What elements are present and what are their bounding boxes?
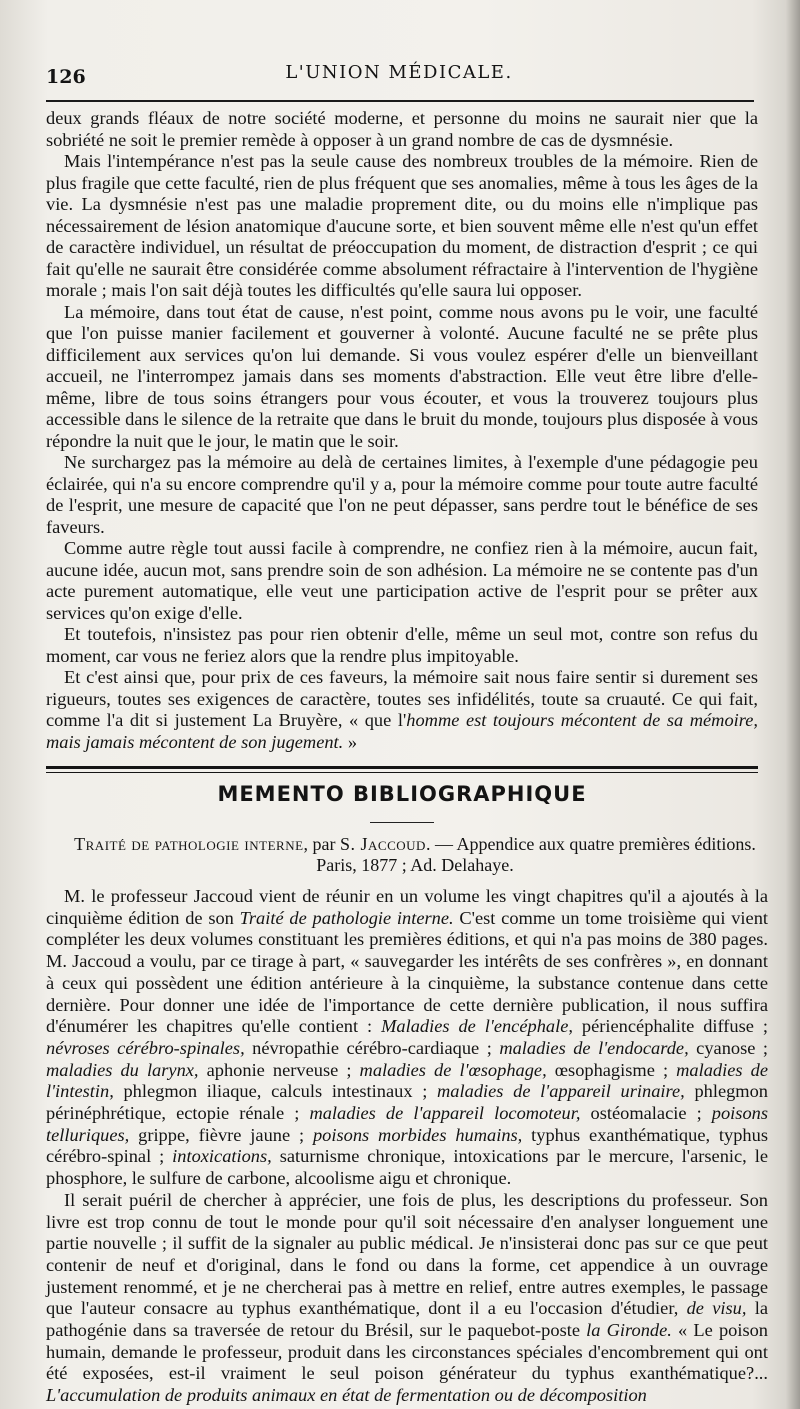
italic-run: Traité de pathologie interne. [239, 907, 454, 928]
text-run: phlegmon iliaque, calculs intestinaux ; [113, 1081, 438, 1102]
paragraph: La mémoire, dans tout état de cause, n'est point, comme nous avons pu le voir, une faculté que l'on puisse manier facilement et gouverner à volonté. Aucune faculté ne se prête plus difficilement aux services qu'on lui demande. Si vous voulez espérer d'elle un bienveillant accueil, ne l'interrompez jamais dans ses moments d'abstraction. Elle veut être libre d'elle-même, libre de tous soins étrangers pour vous écouter, et vous la trouverez toujours plus accessible dans le silence de la retraite que dans le bruit du monde, toujours plus disposée à vous répondre la nuit que le jour, le matin que le soir. [46, 301, 758, 451]
text-run: C'est comme un tome troisième qui vient compléter les deux volumes constituant les premières éditions, et qui n'a pas moins de 380 pages. M. Jaccoud a voulu, par ce tirage à part, « sauvegarder les intérêts de ses confrères », en donnant à ceux qui possèdent une édition antérieure à la cinquième, la substance contenue dans cette dernière. Pour donner une idée de l'importance de cette dernière publication, il nous suffira d'énumérer les chapitres qu'elle contient : [46, 907, 768, 1037]
quote-italic: homme est toujours mécontent de sa mémoire, mais jamais mécontent de son jugement. [46, 710, 758, 752]
italic-run: poisons morbides humains, [312, 1124, 523, 1145]
paragraph-quote [46, 667, 758, 753]
section-heading: MEMENTO BIBLIOGRAPHIQUE [217, 782, 587, 806]
text-run: phlegmon périnéphrétique, ectopie rénale ; [46, 1081, 768, 1124]
running-title: L'UNION MÉDICALE. [285, 62, 513, 83]
book-reference [70, 834, 760, 876]
italic-run: maladies de l'appareil locomoteur, [309, 1103, 581, 1124]
text-run: M. le professeur Jaccoud vient de réunir en un volume les vingt chapitres qu'il a ajoutés à la cinquième édition de son [46, 886, 768, 928]
italic-run: la Gironde. [586, 1320, 672, 1341]
italic-run: maladies de l'intestin, [46, 1059, 768, 1102]
text-run: « Le poison humain, demande le professeur, produit dans les circonstances spéciales d'encombrement qui ont été exposées, est-il vraiment le seul poison générateur du typhus exanthématique?... [46, 1320, 768, 1384]
section-rule-thin [46, 772, 758, 773]
italic-run: maladies de l'appareil urinaire, [437, 1081, 685, 1102]
paragraph [46, 1190, 768, 1407]
italic-run: névroses cérébro-spinales, [46, 1037, 245, 1058]
italic-run: Maladies de l'encéphale, [381, 1016, 573, 1037]
paragraph: deux grands fléaux de notre société moderne, et personne du moins ne saurait nier que la sobriété ne soit le premier remède à opposer à un grand nombre de cas de dysmnésie. [46, 108, 758, 150]
text-run: Et c'est ainsi que, pour prix de ces faveurs, la mémoire sait nous faire sentir si durement ses rigueurs, toutes ses exigences de caractère, toutes ses infidélités, toute sa cruauté. Ce qui fait, comme l'a dit si justement La Bruyère, « que l' [46, 667, 758, 730]
text-run: ostéomalacie ; [580, 1103, 712, 1124]
book-title: Traité de pathologie interne [74, 834, 304, 854]
article-body [46, 108, 758, 753]
section-rule-thick [46, 766, 758, 769]
italic-run: poisons telluriques, [46, 1103, 768, 1145]
paragraph [46, 886, 768, 1190]
page-header [46, 58, 752, 88]
text-run: névropathie cérébro-cardiaque ; [244, 1037, 500, 1058]
review-body [46, 886, 768, 1407]
paragraph: Mais l'intempérance n'est pas la seule cause des nombreux troubles de la mémoire. Rien de plus fragile que cette faculté, rien de plus fréquent que ses anomalies, même à tous les âges de la vie. La dysmnésie n'est pas une maladie proprement dite, ou du moins elle n'implique pas nécessairement de lésion anatomique d'aucune sorte, et bien souvent même elle n'est qu'un effet de caractère individuel, un résultat de préoccupation du moment, de distraction d'esprit ; ce qui fait qu'elle ne saurait être considérée comme absolument réfractaire à l'intervention de l'hygiène morale ; mais l'on sait déjà toutes les difficultés qu'elle saura lui opposer. [46, 151, 758, 300]
header-rule [46, 100, 754, 102]
text-run: cyanose ; [688, 1037, 769, 1058]
paragraph: Et toutefois, n'insistez pas pour rien obtenir d'elle, même un seul mot, contre son refus du moment, car vous ne feriez alors que la rendre plus impitoyable. [46, 624, 758, 666]
text-run: , par [303, 834, 341, 854]
page-number: 126 [46, 66, 86, 88]
text-run: grippe, fièvre jaune ; [129, 1124, 313, 1145]
italic-run: maladies de l'endocarde, [499, 1037, 689, 1058]
italic-run: maladies du larynx, [46, 1059, 199, 1080]
book-author: S. Jaccoud [340, 834, 426, 854]
text-run: la pathogénie dans sa traversée de retour du Brésil, sur le paquebot-poste [46, 1298, 768, 1341]
page-edge-shadow [786, 0, 800, 1409]
text-run: » [343, 731, 358, 752]
text-run: typhus exanthématique, typhus cérébro-spinal ; [46, 1124, 768, 1167]
italic-run: maladies de l'œsophage, [359, 1059, 547, 1080]
text-run: saturnisme chronique, intoxications par le mercure, l'arsenic, le phosphore, le sulfure de carbone, alcoolisme aigu et chronique. [46, 1146, 768, 1189]
text-run: aphonie nerveuse ; [198, 1059, 360, 1080]
text-run: . — Appendice aux quatre premières éditions. Paris, 1877 ; Ad. Delahaye. [316, 834, 756, 875]
heading-underline [370, 822, 434, 823]
italic-run: intoxications, [172, 1146, 272, 1167]
italic-run: L'accumulation de produits animaux en état de fermentation ou de décomposition [46, 1385, 647, 1406]
paragraph: Ne surchargez pas la mémoire au delà de certaines limites, à l'exemple d'une pédagogie peu éclairée, qui n'a su encore comprendre qu'il y a, pour la mémoire comme pour toute autre faculté de l'esprit, une mesure de capacité que l'on ne peut dépasser, sans perdre tout le bénéfice de ses faveurs. [46, 452, 758, 537]
text-run: œsophagisme ; [546, 1059, 677, 1080]
italic-run: de visu, [686, 1298, 747, 1319]
paragraph: Comme autre règle tout aussi facile à comprendre, ne confiez rien à la mémoire, aucun fait, aucune idée, aucun mot, sans prendre soin de son adhésion. La mémoire ne se contente pas d'un acte purement automatique, elle veut une participation active de l'esprit pour se prêter aux services qu'on exige d'elle. [46, 538, 758, 623]
text-run: périencéphalite diffuse ; [572, 1016, 768, 1037]
text-run: Il serait puéril de chercher à apprécier, une fois de plus, les descriptions du professeur. Son livre est trop connu de tout le monde pour qu'il soit nécessaire d'en analyser longuement une partie nouvelle ; il suffit de la signaler au public médical. Je n'insisterai donc pas sur ce que peut contenir de neuf et d'original, dans le fond ou dans la forme, cet appendice à un ouvrage justement renommé, et je ne chercherai pas à mettre en relief, entre autres exemples, le passage que l'auteur consacre au typhus exanthématique, dont il a eu l'occasion d'étudier, [46, 1189, 768, 1319]
